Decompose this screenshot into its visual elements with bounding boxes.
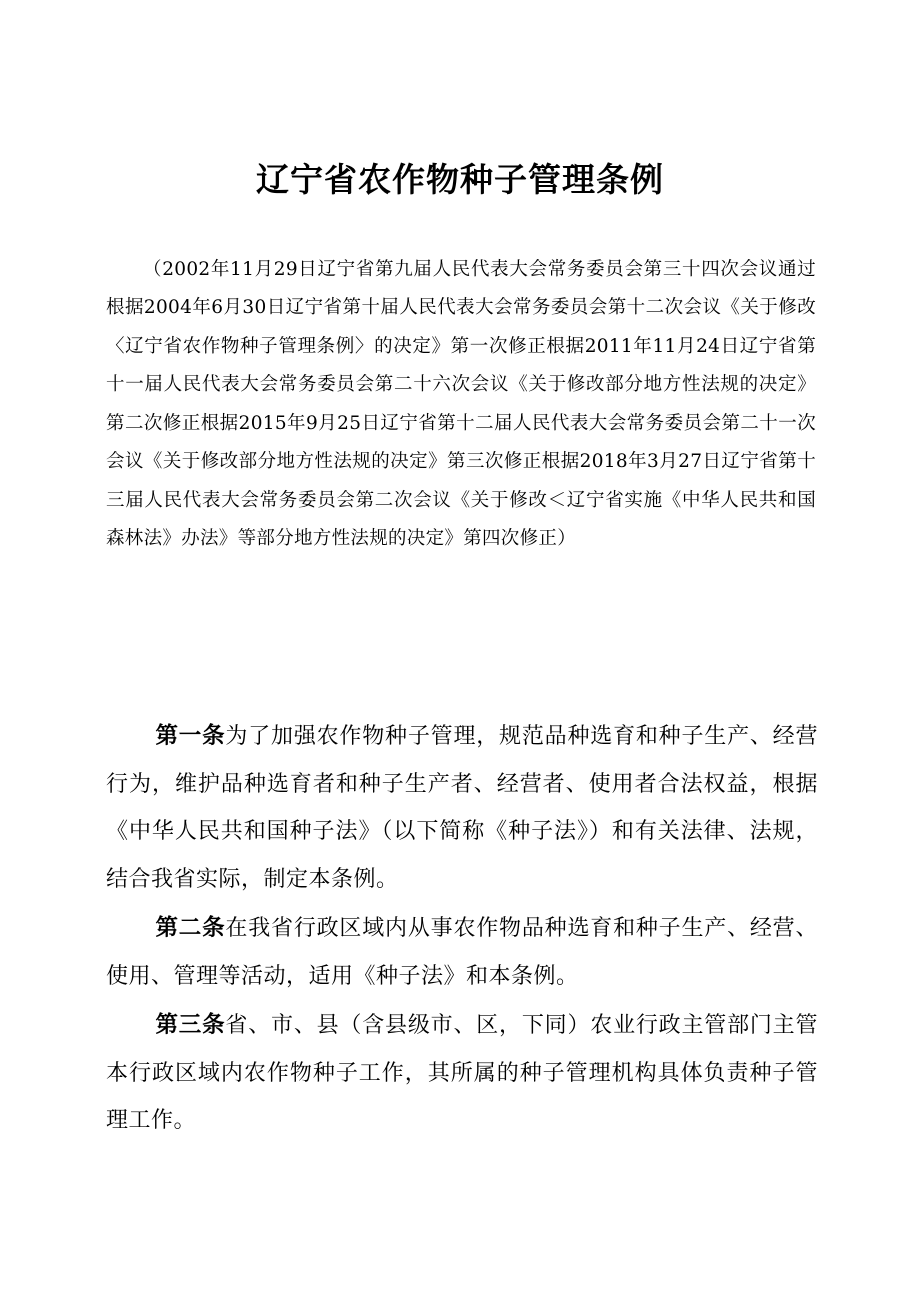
article-2-number: 第二条 [155,915,226,941]
article-2-text: 在我省行政区域内从事农作物品种选育和种子生产、经营、使用、管理等活动，适用《种子法》和本条例。 [106,916,818,989]
articles-section [106,713,818,1147]
document-title: 辽宁省农作物种子管理条例 [256,160,664,200]
article-1-number: 第一条 [155,723,226,749]
article-3-number: 第三条 [155,1012,226,1038]
article-2 [106,905,818,1000]
document-preamble: （2002年11月29日辽宁省第九届人民代表大会常务委员会第三十四次会议通过根据2004年6月30日辽宁省第十届人民代表大会常务委员会第十二次会议《关于修改〈辽宁省农作物种子管理条例〉的决定》第一次修正根据2011年11月24日辽宁省第十一届人民代表大会常务委员会第二十六次会议《关于修改部分地方性法规的决定》第二次修正根据2015年9月25日辽宁省第十二届人民代表大会常务委员会第二十一次会议《关于修改部分地方性法规的决定》第三次修正根据2018年3月27日辽宁省第十三届人民代表大会常务委员会第二次会议《关于修改＜辽宁省实施《中华人民共和国森林法》办法》等部分地方性法规的决定》第四次修正） [106,258,816,549]
article-3-text: 省、市、县（含县级市、区，下同）农业行政主管部门主管本行政区域内农作物种子工作，其所属的种子管理机构具体负责种子管理工作。 [106,1013,818,1133]
article-3 [106,1002,818,1145]
article-1 [106,713,818,903]
article-1-text: 为了加强农作物种子管理，规范品种选育和种子生产、经营行为，维护品种选育者和种子生产者、经营者、使用者合法权益，根据《中华人民共和国种子法》（以下简称《种子法》）和有关法律、法规，结合我省实际，制定本条例。 [106,724,818,892]
